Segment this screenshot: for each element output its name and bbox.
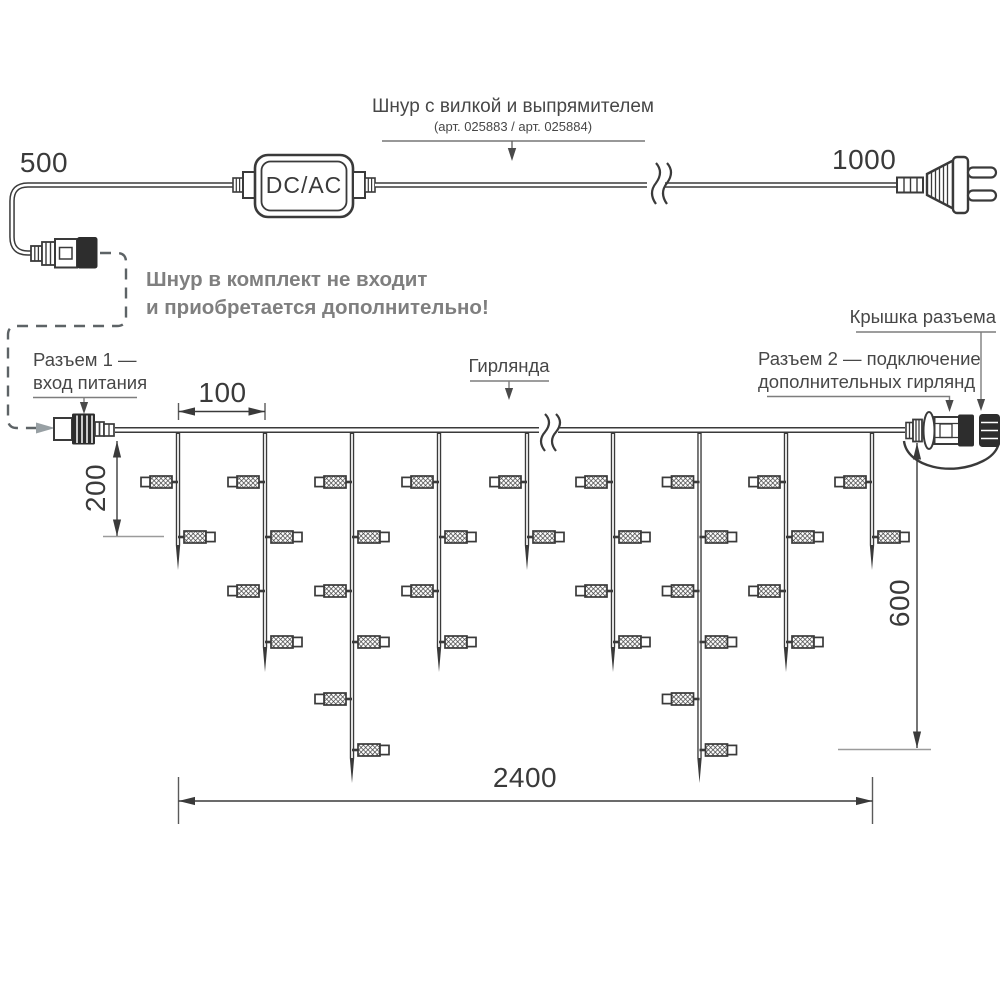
cord-note-line2: и приобретается дополнительно!	[146, 296, 489, 319]
lamp-body-icon	[672, 585, 694, 597]
lamp-body-icon	[619, 636, 641, 648]
dim-1000-label: 1000	[832, 144, 897, 175]
cord-label	[372, 95, 654, 135]
lamp-cap-icon	[814, 637, 823, 646]
lamp-cap-icon	[814, 532, 823, 541]
lamp-cap-icon	[728, 532, 737, 541]
lamp-body-icon	[533, 531, 555, 543]
lamp-body-icon	[271, 531, 293, 543]
garland-drop-9	[835, 432, 909, 570]
converter-label: DC/AC	[265, 172, 343, 198]
lamp-cap-icon	[315, 586, 324, 595]
lamp-cap-icon	[141, 477, 150, 486]
garland-drops	[141, 432, 909, 783]
lamp-body-icon	[324, 476, 346, 488]
garland-drop-6	[576, 432, 650, 672]
lamp-body-icon	[672, 476, 694, 488]
lamp-body-icon	[237, 476, 259, 488]
leader-garland-label	[470, 381, 549, 400]
plug-prong	[968, 191, 996, 201]
connector-1-label-line2: вход питания	[33, 372, 148, 393]
lamp-body-icon	[585, 585, 607, 597]
lamp-cap-icon	[835, 477, 844, 486]
lamp-cap-icon	[728, 637, 737, 646]
lamp-cap-icon	[749, 477, 758, 486]
connector-2-label-line1: Разъем 2 — подключение	[758, 348, 981, 369]
connector-2-assembly	[904, 412, 1000, 469]
lamp-cap-icon	[641, 637, 650, 646]
lamp-body-icon	[585, 476, 607, 488]
lamp-body-icon	[844, 476, 866, 488]
lamp-cap-icon	[663, 477, 672, 486]
lamp-body-icon	[792, 636, 814, 648]
lamp-cap-icon	[293, 532, 302, 541]
lamp-body-icon	[878, 531, 900, 543]
lamp-body-icon	[445, 636, 467, 648]
lamp-cap-icon	[641, 532, 650, 541]
lamp-cap-icon	[315, 477, 324, 486]
external-cord-connector	[31, 237, 98, 269]
lamp-body-icon	[792, 531, 814, 543]
lamp-cap-icon	[228, 586, 237, 595]
dashed-route	[8, 253, 126, 434]
garland-drop-7	[663, 432, 737, 783]
garland-drop-3	[315, 432, 389, 783]
dim-500-label: 500	[19, 147, 69, 178]
connector-1-label	[33, 348, 147, 394]
lamp-cap-icon	[900, 532, 909, 541]
lamp-body-icon	[445, 531, 467, 543]
lamp-body-icon	[411, 476, 433, 488]
garland-drop-4	[402, 432, 476, 672]
lamp-cap-icon	[467, 637, 476, 646]
lamp-body-icon	[411, 585, 433, 597]
dashed-route-arrow	[36, 423, 55, 434]
cord-label-line2: (арт. 025883 / арт. 025884)	[433, 119, 593, 134]
connector-2-label-line2: дополнительных гирлянд	[758, 371, 976, 392]
lamp-body-icon	[672, 693, 694, 705]
lamp-body-icon	[706, 531, 728, 543]
lamp-cap-icon	[380, 532, 389, 541]
garland-drop-8	[749, 432, 823, 672]
cap-label: Крышка разъема	[849, 306, 996, 327]
lamp-cap-icon	[490, 477, 499, 486]
lamp-cap-icon	[402, 477, 411, 486]
lamp-body-icon	[358, 744, 380, 756]
dim-200-label: 200	[80, 463, 111, 513]
cord-note	[146, 266, 489, 322]
lamp-body-icon	[184, 531, 206, 543]
leader-connector-2	[767, 397, 954, 413]
dim-2400-label: 2400	[492, 762, 558, 793]
leader-connector-1	[33, 398, 137, 415]
lamp-cap-icon	[315, 694, 324, 703]
dim-100-label: 100	[198, 377, 247, 408]
lamp-body-icon	[237, 585, 259, 597]
lamp-body-icon	[499, 476, 521, 488]
connector-cap	[979, 414, 1000, 447]
lamp-body-icon	[706, 636, 728, 648]
lamp-cap-icon	[380, 745, 389, 754]
cord-note-line1: Шнур в комплект не входит	[146, 268, 428, 291]
lamp-cap-icon	[206, 532, 215, 541]
lamp-cap-icon	[728, 745, 737, 754]
dim-600-label: 600	[884, 578, 915, 628]
garland-drop-5	[490, 432, 564, 570]
connector-2-label	[758, 347, 981, 393]
lamp-body-icon	[271, 636, 293, 648]
lamp-cap-icon	[749, 586, 758, 595]
connector-1	[54, 414, 114, 445]
lamp-body-icon	[358, 636, 380, 648]
garland-label: Гирлянда	[468, 355, 550, 376]
lamp-body-icon	[150, 476, 172, 488]
lamp-cap-icon	[663, 694, 672, 703]
plug-grip	[897, 178, 923, 193]
leader-cord-label	[382, 141, 645, 161]
lamp-cap-icon	[228, 477, 237, 486]
lamp-body-icon	[324, 693, 346, 705]
lamp-cap-icon	[555, 532, 564, 541]
lamp-body-icon	[358, 531, 380, 543]
lamp-cap-icon	[576, 586, 585, 595]
power-cord-right-wire	[375, 163, 897, 204]
power-plug-icon	[927, 157, 996, 213]
lamp-body-icon	[324, 585, 346, 597]
lamp-cap-icon	[293, 637, 302, 646]
lamp-cap-icon	[380, 637, 389, 646]
lamp-cap-icon	[402, 586, 411, 595]
lamp-cap-icon	[663, 586, 672, 595]
lamp-body-icon	[758, 585, 780, 597]
cord-label-line1: Шнур с вилкой и выпрямителем	[372, 96, 654, 117]
garland-drop-1	[141, 432, 215, 570]
lamp-cap-icon	[467, 532, 476, 541]
connector-1-label-line1: Разъем 1 —	[33, 349, 137, 370]
garland-drop-2	[228, 432, 302, 672]
lamp-body-icon	[619, 531, 641, 543]
lamp-cap-icon	[576, 477, 585, 486]
plug-prong	[968, 168, 996, 178]
lamp-body-icon	[706, 744, 728, 756]
lamp-body-icon	[758, 476, 780, 488]
